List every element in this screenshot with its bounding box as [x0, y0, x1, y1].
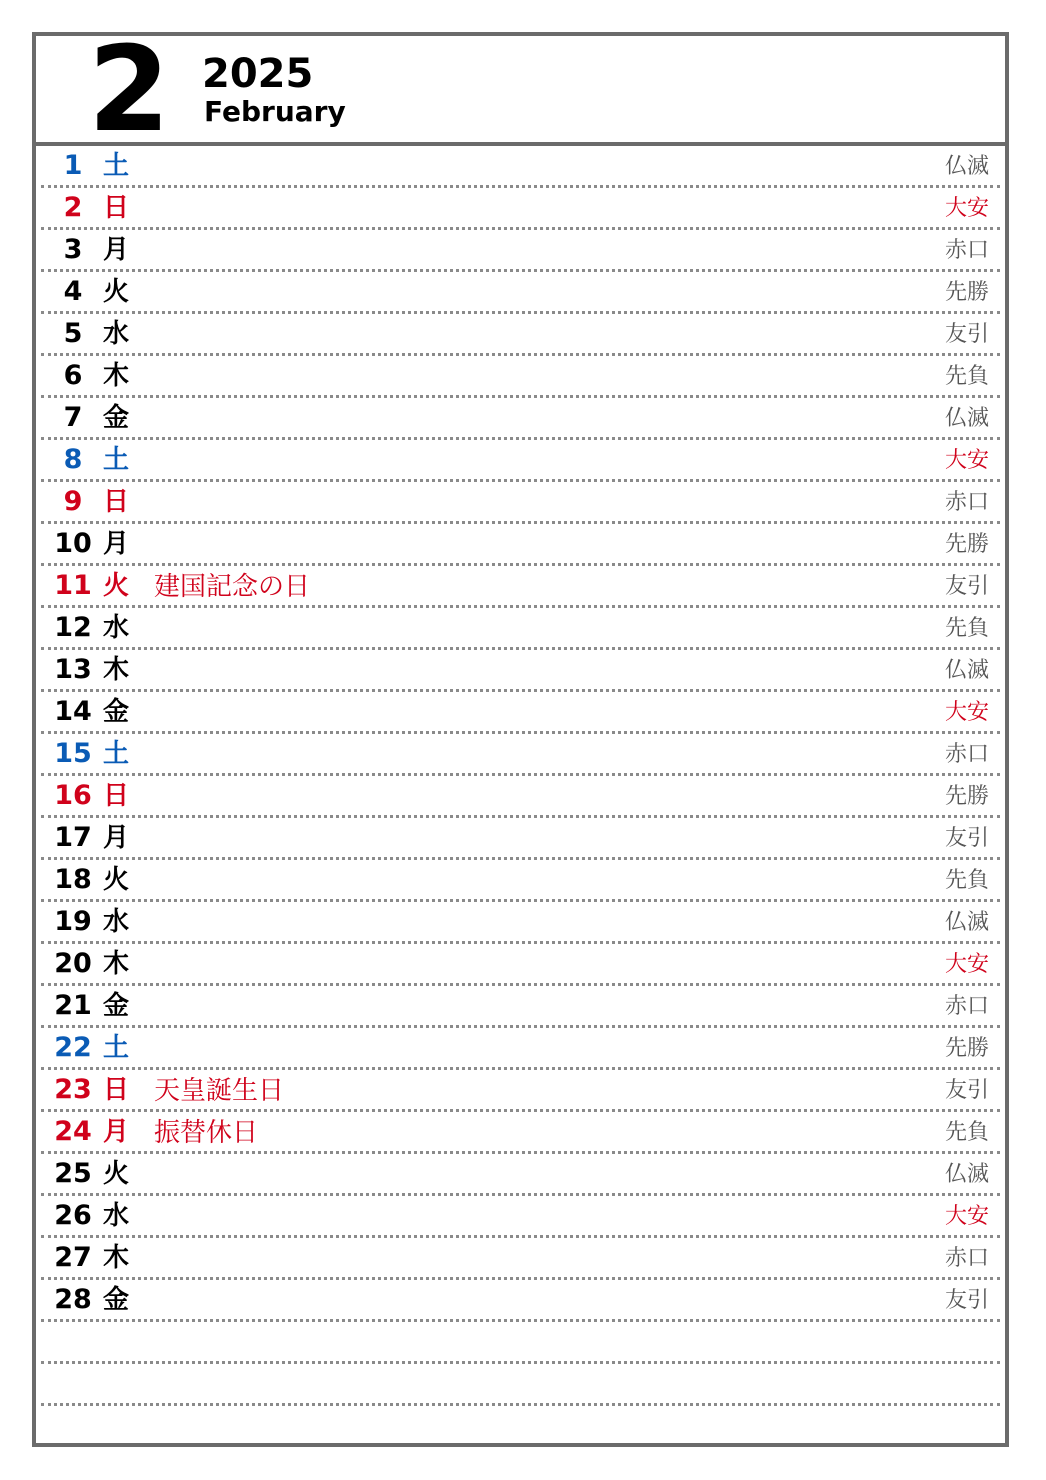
day-row — [41, 1154, 1000, 1196]
day-number: 22 — [54, 1032, 92, 1063]
day-number: 18 — [54, 864, 92, 895]
day-row — [41, 230, 1000, 272]
weekday: 月 — [103, 1117, 130, 1147]
day-row — [41, 272, 1000, 314]
weekday: 木 — [103, 1243, 130, 1273]
day-number: 25 — [54, 1158, 92, 1189]
day-row — [41, 524, 1000, 566]
day-number: 13 — [54, 654, 92, 685]
day-number: 1 — [63, 150, 83, 181]
rokuyo: 友引 — [944, 1288, 989, 1313]
day-row — [41, 776, 1000, 818]
month-name: February — [204, 95, 346, 128]
weekday: 水 — [103, 613, 130, 643]
year: 2025 — [202, 51, 314, 97]
day-row — [41, 482, 1000, 524]
day-row — [41, 1070, 1000, 1112]
weekday: 木 — [103, 361, 130, 391]
rokuyo: 先負 — [944, 1120, 989, 1145]
day-row — [41, 1364, 1000, 1406]
weekday: 火 — [103, 865, 130, 895]
day-number: 9 — [63, 486, 83, 517]
weekday: 日 — [103, 1075, 130, 1105]
holiday-name: 天皇誕生日 — [154, 1076, 285, 1106]
day-number: 20 — [54, 948, 92, 979]
rokuyo: 友引 — [944, 322, 989, 347]
day-number: 26 — [54, 1200, 92, 1231]
weekday: 月 — [103, 235, 130, 265]
rokuyo: 友引 — [944, 1078, 989, 1103]
rokuyo: 先勝 — [944, 1036, 989, 1061]
day-row — [41, 860, 1000, 902]
holiday-name: 振替休日 — [154, 1118, 259, 1148]
day-row — [41, 440, 1000, 482]
day-number: 4 — [63, 276, 83, 307]
rokuyo: 先勝 — [944, 784, 989, 809]
rokuyo: 友引 — [944, 826, 989, 851]
day-row — [41, 608, 1000, 650]
weekday: 日 — [103, 781, 130, 811]
weekday: 木 — [103, 655, 130, 685]
day-row — [41, 986, 1000, 1028]
day-number: 14 — [54, 696, 92, 727]
weekday: 月 — [103, 823, 130, 853]
day-row — [41, 944, 1000, 986]
weekday: 火 — [103, 1159, 130, 1189]
day-row — [41, 650, 1000, 692]
rokuyo: 赤口 — [944, 490, 989, 515]
rokuyo: 先勝 — [944, 280, 989, 305]
rokuyo: 先勝 — [944, 532, 989, 557]
day-row — [41, 692, 1000, 734]
day-number: 5 — [63, 318, 83, 349]
rokuyo: 先負 — [944, 364, 989, 389]
day-number: 12 — [54, 612, 92, 643]
rokuyo: 大安 — [944, 952, 989, 977]
rokuyo: 赤口 — [944, 742, 989, 767]
day-number: 7 — [63, 402, 83, 433]
rokuyo: 大安 — [944, 196, 989, 221]
month-number: 2 — [88, 20, 171, 158]
day-row — [41, 356, 1000, 398]
weekday: 水 — [103, 319, 130, 349]
day-row — [41, 734, 1000, 776]
day-number: 11 — [54, 570, 92, 601]
day-row — [41, 1280, 1000, 1322]
weekday: 金 — [103, 403, 130, 433]
rokuyo: 赤口 — [944, 1246, 989, 1271]
day-row — [41, 398, 1000, 440]
day-number: 8 — [63, 444, 83, 475]
rokuyo: 仏滅 — [944, 658, 989, 683]
weekday: 木 — [103, 949, 130, 979]
weekday: 日 — [103, 193, 130, 223]
day-number: 6 — [63, 360, 83, 391]
calendar-page — [32, 20, 1009, 1447]
rokuyo: 大安 — [944, 1204, 989, 1229]
rokuyo: 大安 — [944, 448, 989, 473]
day-row — [41, 1028, 1000, 1070]
day-row — [41, 566, 1000, 608]
day-row — [41, 902, 1000, 944]
rokuyo: 先負 — [944, 868, 989, 893]
day-row — [41, 1238, 1000, 1280]
rokuyo: 仏滅 — [944, 154, 989, 179]
day-number: 19 — [54, 906, 92, 937]
weekday: 金 — [103, 1285, 130, 1315]
rokuyo: 仏滅 — [944, 406, 989, 431]
weekday: 金 — [103, 697, 130, 727]
day-row — [41, 146, 1000, 188]
day-number: 3 — [63, 234, 83, 265]
day-list — [36, 146, 1005, 1406]
day-row — [41, 1322, 1000, 1364]
rokuyo: 先負 — [944, 616, 989, 641]
day-row — [41, 188, 1000, 230]
day-number: 27 — [54, 1242, 92, 1273]
rokuyo: 大安 — [944, 700, 989, 725]
day-number: 16 — [54, 780, 92, 811]
rokuyo: 友引 — [944, 574, 989, 599]
day-row — [41, 1196, 1000, 1238]
weekday: 金 — [103, 991, 130, 1021]
day-number: 2 — [63, 192, 83, 223]
weekday: 土 — [103, 151, 130, 181]
weekday: 土 — [103, 1033, 130, 1063]
rokuyo: 仏滅 — [944, 1162, 989, 1187]
day-number: 23 — [54, 1074, 92, 1105]
weekday: 土 — [103, 445, 130, 475]
day-number: 28 — [54, 1284, 92, 1315]
rokuyo: 赤口 — [944, 238, 989, 263]
day-number: 24 — [54, 1116, 92, 1147]
day-row — [41, 1112, 1000, 1154]
weekday: 水 — [103, 907, 130, 937]
weekday: 月 — [103, 529, 130, 559]
rokuyo: 赤口 — [944, 994, 989, 1019]
holiday-name: 建国記念の日 — [154, 572, 311, 602]
calendar-header — [36, 20, 1005, 158]
day-number: 17 — [54, 822, 92, 853]
day-number: 15 — [54, 738, 92, 769]
day-row — [41, 818, 1000, 860]
day-number: 21 — [54, 990, 92, 1021]
weekday: 土 — [103, 739, 130, 769]
rokuyo: 仏滅 — [944, 910, 989, 935]
weekday: 火 — [103, 277, 130, 307]
day-number: 10 — [54, 528, 92, 559]
day-row — [41, 314, 1000, 356]
weekday: 水 — [103, 1201, 130, 1231]
weekday: 日 — [103, 487, 130, 517]
weekday: 火 — [103, 571, 130, 601]
